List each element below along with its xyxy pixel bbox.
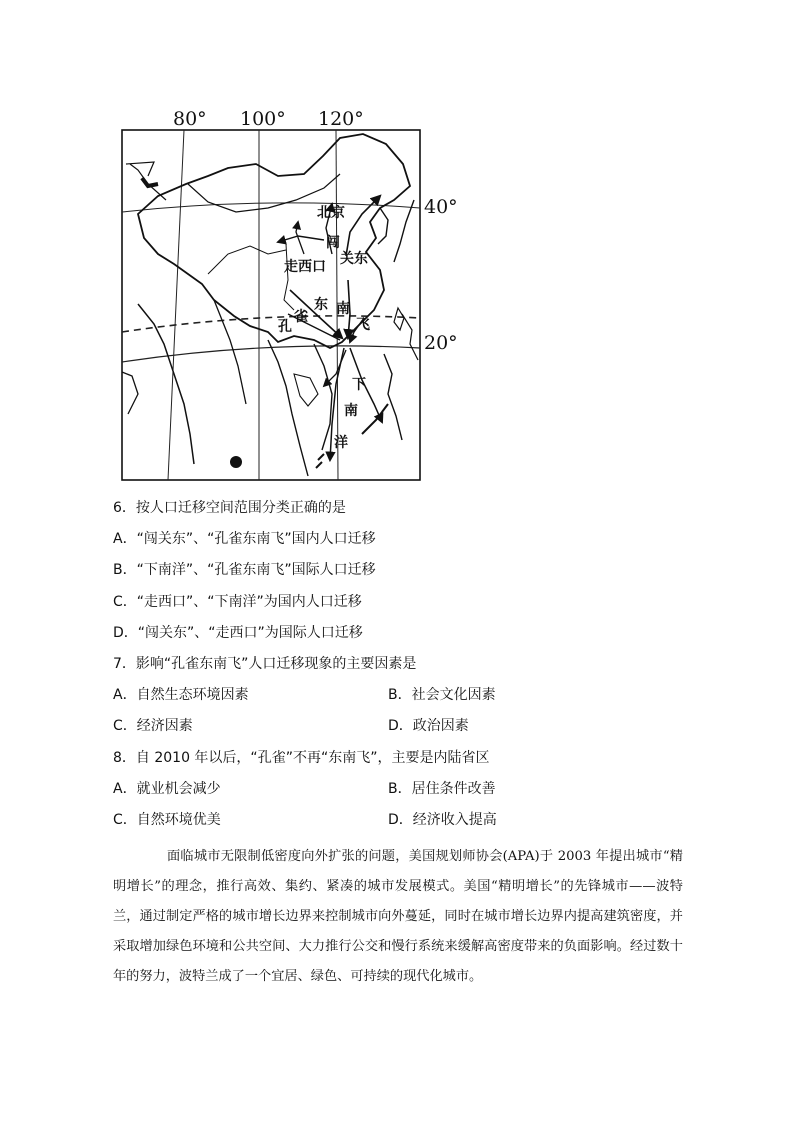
label-kong: 孔 (278, 319, 292, 335)
label-chuang: 闯 (326, 235, 340, 251)
label-dong: 东 (314, 297, 328, 313)
question-7-option-a: A．自然生态环境因素 (113, 687, 249, 703)
question-8-stem: 8．自 2010 年以后，“孔雀”不再“东南飞”，主要是内陆省区 (113, 750, 490, 766)
question-7-stem: 7．影响“孔雀东南飞”人口迁移现象的主要因素是 (113, 656, 417, 672)
question-8-option-d: D．经济收入提高 (388, 812, 497, 828)
question-7-option-c: C．经济因素 (113, 718, 193, 734)
label-fei: 飞 (356, 317, 370, 333)
lon-label-100: 100° (240, 108, 286, 130)
question-8-option-c: C．自然环境优美 (113, 812, 221, 828)
question-6-option-a: A．“闯关东”、“孔雀东南飞”国内人口迁移 (113, 531, 376, 547)
tropic-line (122, 316, 420, 332)
question-6-option-b: B．“下南洋”、“孔雀东南飞”国际人口迁移 (113, 562, 376, 578)
map-drawing (118, 104, 458, 486)
label-guandong: 关东 (340, 251, 368, 267)
question-8-option-a: A．就业机会减少 (113, 781, 221, 797)
label-nan: 南 (336, 301, 350, 317)
lon-label-120: 120° (318, 108, 364, 130)
label-nan2: 南 (344, 403, 358, 419)
lon-label-80: 80° (173, 108, 207, 130)
question-6-option-d: D．“闯关东”、“走西口”为国际人口迁移 (113, 625, 363, 641)
map-frame (122, 130, 420, 480)
label-que: 雀 (294, 309, 308, 325)
question-6-stem: 6．按人口迁移空间范围分类正确的是 (113, 500, 346, 516)
meridian-80 (168, 130, 184, 480)
lat-label-20: 20° (424, 332, 458, 354)
question-7-option-d: D．政治因素 (388, 718, 469, 734)
question-6-option-c: C．“走西口”、“下南洋”为国内人口迁移 (113, 594, 362, 610)
question-8-option-b: B．居住条件改善 (388, 781, 496, 797)
label-xia: 下 (352, 377, 366, 393)
label-yang: 洋 (334, 435, 348, 451)
lat-label-40: 40° (424, 196, 458, 218)
arrow-zouxikou (278, 236, 324, 242)
question-7-option-b: B．社会文化因素 (388, 687, 496, 703)
label-beijing: 北京 (317, 205, 345, 221)
migration-map (118, 104, 458, 486)
reading-passage: 面临城市无限制低密度向外扩张的问题，美国规划师协会(APA)于 2003 年提出城市“精明增长”的理念，推行高效、集约、紧凑的城市发展模式。美国“精明增长”的先锋城市——波特兰，通过制定严格的城市增长边界来控制城市向外蔓延，同时在城市增长边界内提高建筑密度，并采取增加绿色环境和公共空间、大力推行公交和慢行系统来缓解高密度带来的负面影响。经过数十年的努力，波特兰成了一个宜居、绿色、可持续的现代化城市。 (113, 849, 683, 984)
label-zouxikou: 走西口 (284, 259, 326, 275)
